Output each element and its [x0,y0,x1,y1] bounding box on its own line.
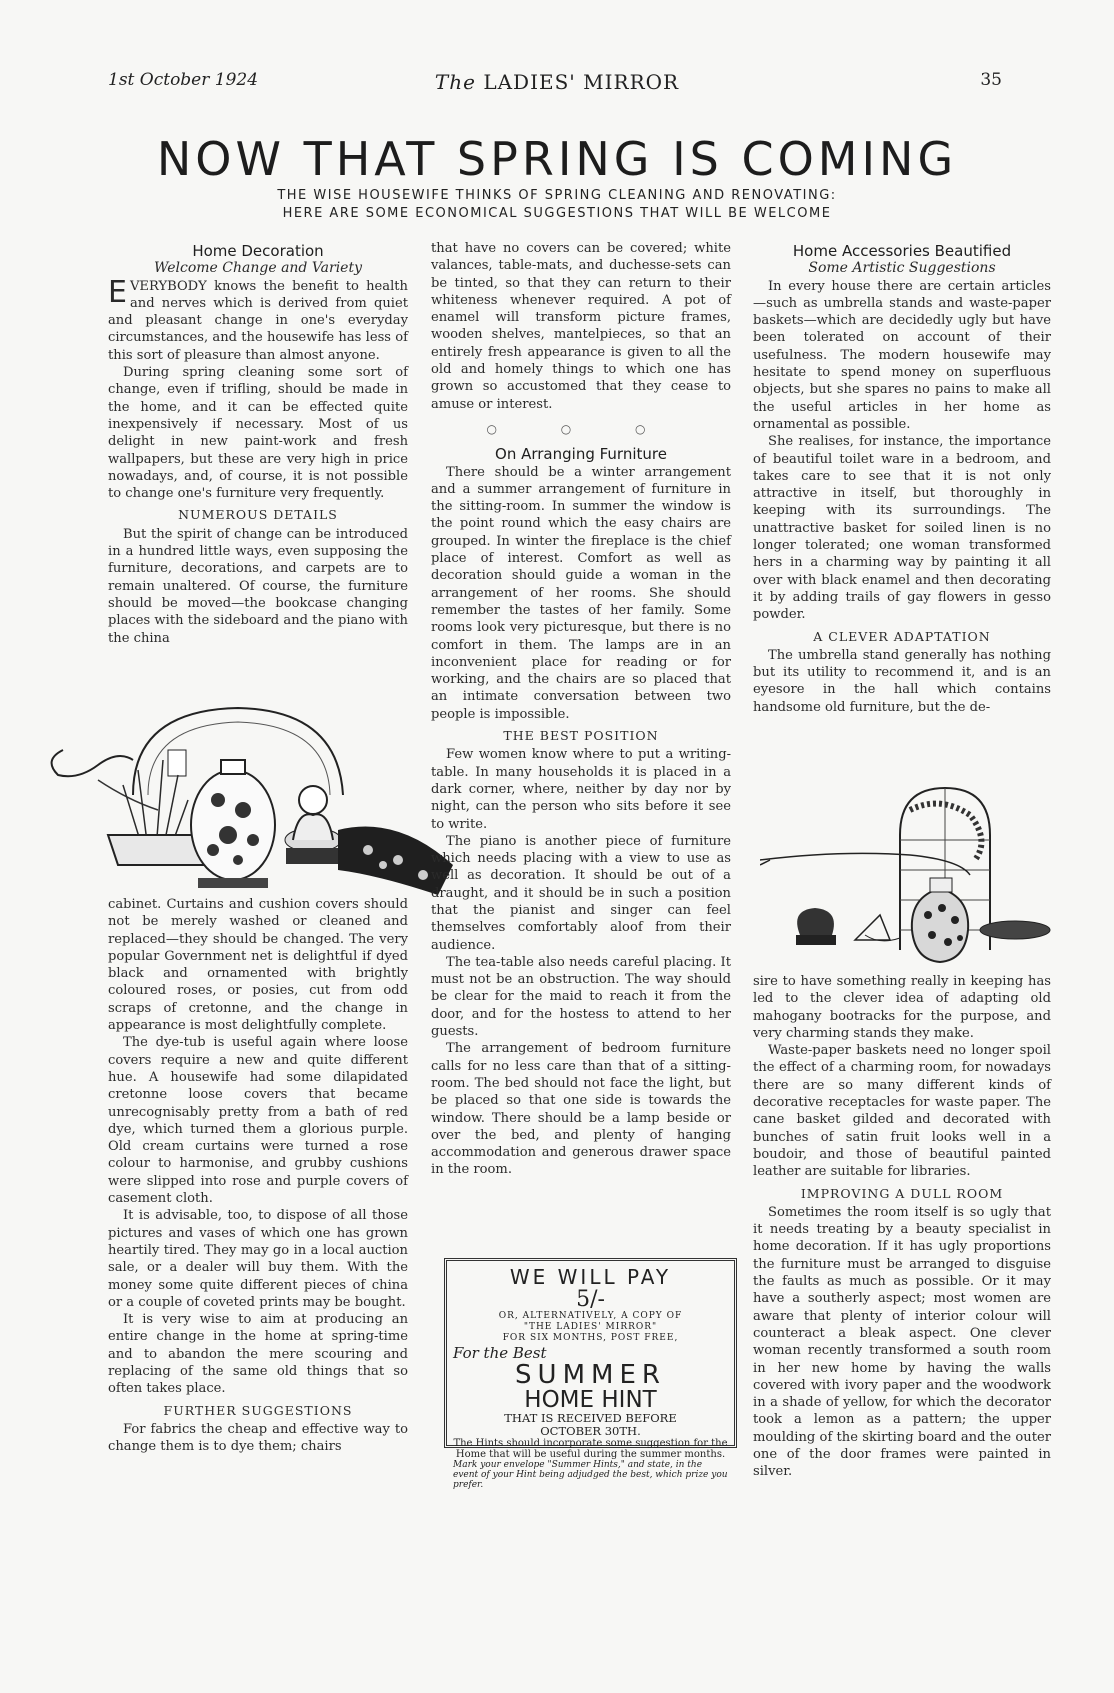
paragraph: sire to have something really in keeping has led to the clever idea of adapting old mahogany bootracks for the purpose, and very charming stands they make. [753,974,1051,1041]
advert-we-will-pay: WE WILL PAY [509,1265,672,1289]
headline: NOW THAT SPRING IS COMING [156,132,958,186]
advert-deadline: OCTOBER 30TH. [540,1424,641,1438]
subheadline-line-2: HERE ARE SOME ECONOMICAL SUGGESTIONS THAT WILL BE WELCOME [282,206,832,221]
advert-home-hint: HOME HINT [524,1387,657,1413]
subheadline-line-1: THE WISE HOUSEWIFE THINKS OF SPRING CLEANING AND RENOVATING: [277,188,837,203]
advert-summer: SUMMER [515,1360,666,1390]
magazine-title-name: LADIES' MIRROR [483,70,680,94]
advert-alternative-line-1: OR, ALTERNATIVELY, A COPY OF [498,1311,683,1321]
section-title-arranging-furniture: On Arranging Furniture [495,445,667,464]
subhead-clever-adaptation: A CLEVER ADAPTATION [813,628,991,644]
paragraph: that have no covers can be covered; white valances, table-mats, and duchesse-sets can be tinted, so that they can return to their whiteness whenever required. A pot of enamel will transform picture frames, wooden shelves, mantelpieces, so that an entirely fresh appearance is given to all the old and homely things to which one has grown so accustomed that they cease to amuse or interest. [431,241,731,412]
paragraph: Few women know where to put a writing-table. In many households it is placed in a dark corner, where, neither by day nor by night, can the person who sits before it see to write. [431,747,731,832]
section-divider: ○ ○ ○ [486,421,676,436]
paragraph [108,274,408,364]
subhead-best-position: THE BEST POSITION [503,728,659,744]
paragraph: The piano is another piece of furniture which needs placing with a view to use as well as decoration. It should be out of a draught, and it should be in such a position that the pianist and singer can feel themselves comfortably aloof from their audience. [431,833,731,953]
paragraph: The dye-tub is useful again where loose covers require a new and quite different hue. A housewife had some dilapidated cretonne loose covers that became unrecognisably pretty from a bath of red dye, which turned them a glorious purple. Old cream curtains were turned a rose colour to harmonise, and grubby cushions were slipped into rose and purple covers of casement cloth. [108,1035,408,1207]
drop-cap: E [108,274,127,310]
paragraph: The arrangement of bedroom furniture calls for no less care than that of a sitting-room. The bed should not face the light, but be placed so that one side is towards the window. There should be a lamp beside or over the bed, and plenty of hanging accommodation and generous drawer space in the room. [431,1041,731,1178]
umbrella-stand-illustration [760,780,1060,975]
paragraph: But the spirit of change can be introduced in a hundred little ways, even supposing the furniture, decorations, and carpets are to remain unaltered. Of course, the furniture should be moved—the bookcase changing places with the sideboard and the piano with the china [108,526,408,646]
subhead-improving-dull-room: IMPROVING A DULL ROOM [800,1185,1004,1201]
subhead-further-suggestions: FURTHER SUGGESTIONS [163,1402,353,1418]
magazine-title-the: The [434,70,476,94]
page-number: 35 [980,70,1002,90]
paragraph: During spring cleaning some sort of change, even if trifling, should be made in the home, and it can be effected quite inexpensively if necessary. Most of us delight in new paint-work and fresh wallpapers, but these are very high in price nowadays, and, of course, it is not possible to change one's furniture very frequently. [108,365,408,502]
paragraph-text: VERYBODY knows the benefit to health and nerves which is derived from quiet and pleasant change in one's everyday circumstances, and the housewife has less of this sort of pleasure than almost anyone. [108,278,408,363]
paragraph: The umbrella stand generally has nothing but its utility to recommend it, and is an eyesore in the hall which contains handsome old furniture, but the de- [753,647,1051,715]
column-1-bottom [108,896,408,1456]
vase-and-buddha-illustration [38,690,458,900]
paragraph: In every house there are certain articles —such as umbrella stands and waste-paper baskets—which are decidedly ugly but have been tolerated on account of their usefulness. The modern housewife may hesitate to spend money on superfluous objects, but she spares no pains to make all the useful articles in her home as ornamental as possible. [753,278,1051,432]
paragraph: She realises, for instance, the importance of beautiful toilet ware in a bedroom, and takes care to see that it is not only attractive in itself, but thoroughly in keeping with its surroundings. The unattractive basket for soiled linen is no longer tolerated; one woman transformed hers in a charming way by painting it all over with black enamel and then decorating it by adding trails of gay flowers in gesso powder. [753,434,1051,623]
advert-received-before: THAT IS RECEIVED BEFORE [504,1411,677,1425]
section-subtitle-artistic-suggestions: Some Artistic Suggestions [808,260,996,277]
column-2 [431,240,731,1179]
competition-advert [444,1258,737,1490]
subhead-numerous-details: NUMEROUS DETAILS [178,507,338,523]
section-title-home-decoration: Home Decoration [192,242,324,260]
advert-alternative-line-2: "THE LADIES' MIRROR" [523,1322,658,1332]
section-subtitle-welcome-change: Welcome Change and Variety [153,260,363,277]
column-3-top [753,243,1051,716]
paragraph: There should be a winter arrangement and a summer arrangement of furniture in the sitting-room. In summer the window is the point round which the easy chairs are grouped. In winter the fireplace is the chief place of interest. Comfort as well as decoration should guide a woman in the arrangement of her rooms. She should remember the tastes of her family. Some rooms look very picturesque, but there is no comfort in them. The lamps are in an inconvenient place for reading or for working, and the chairs are so placed that an intimate conversation between two people is impossible. [431,464,731,722]
magazine-title [0,70,1114,94]
advert-hints-note: The Hints should incorporate some suggestion for the Home that will be useful during the summer months. [453,1438,728,1460]
advert-for-the-best: For the Best [453,1344,547,1362]
paragraph: It is very wise to aim at producing an entire change in the home at spring-time and to abandon the mere scouring and replacing of the same old things that so often takes place. [108,1312,408,1397]
section-title-home-accessories: Home Accessories Beautified [792,242,1012,260]
paragraph: For fabrics the cheap and effective way to change them is to dye them; chairs [108,1421,408,1455]
column-3-bottom [753,973,1051,1481]
paragraph: cabinet. Curtains and cushion covers should not be merely washed or cleaned and replaced—they should be changed. The very popular Government net is delightful if dyed black and ornamented with brightly coloured roses, or posies, cut from odd scraps of cretonne, and the change in appearance is most delightfully complete. [108,897,408,1034]
paragraph: Waste-paper baskets need no longer spoil the effect of a charming room, for nowadays there are so many different kinds of decorative receptacles for waste paper. The cane basket gilded and decorated with bunches of satin fruit looks well in a boudoir, and those of beautiful painted leather are suitable for libraries. [753,1043,1051,1180]
advert-small-print: Mark your envelope "Summer Hints," and state, in the event of your Hint being adjudged the best, which prize you prefer. [453,1460,728,1490]
advert-amount: 5/- [576,1287,605,1312]
advert-alternative-line-3: FOR SIX MONTHS, POST FREE, [502,1333,679,1343]
paragraph: It is advisable, too, to dispose of all those pictures and vases of which one has grown heartily tired. They may go in a local auction sale, or a dealer will buy them. With the money some quite different pieces of china or a couple of coveted prints may be bought. [108,1208,408,1310]
column-1-top [108,243,408,647]
issue-date: 1st October 1924 [108,70,259,90]
paragraph: The tea-table also needs careful placing. It must not be an obstruction. The way should be clear for the maid to reach it from the door, and for the hostess to attend to her guests. [431,954,731,1040]
paragraph: Sometimes the room itself is so ugly that it needs treating by a beauty specialist in home decoration. If it has ugly proportions the furniture must be arranged to disguise the faults as much as possible. Or it may have a southerly aspect; most women are aware that plenty of interior colour will counteract a bleak aspect. One clever woman recently transformed a south room in her new home by having the walls covered with ivory paper and the woodwork in a shade of yellow, for which the decorator took a lemon as a pattern; the upper moulding of the skirting board and the outer one of the door frames were painted in silver. [753,1204,1051,1480]
